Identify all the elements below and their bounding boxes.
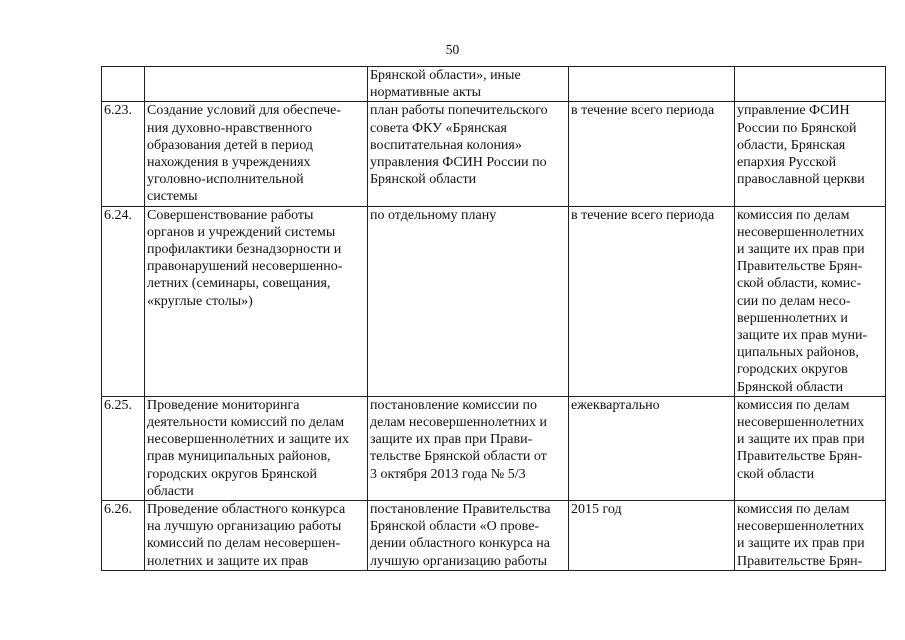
table-row — [102, 396, 886, 500]
table-row — [102, 67, 886, 102]
table-row — [102, 501, 886, 571]
executor-cell: комиссия по делам несовершеннолетних и защите их прав при Правительстве Брян- ской области, комис- сии по делам несо- вершеннолетних и защите их прав муни- ципальных районов, городских округов Брянской области — [735, 206, 886, 396]
action-cell — [145, 67, 368, 102]
basis-cell: постановление Правительства Брянской области «О прове- дении областного конкурса на лучшую организацию работы — [368, 501, 569, 571]
item-number-cell: 6.23. — [102, 102, 145, 206]
page-number: 50 — [445, 42, 460, 57]
basis-cell: Брянской области», иные нормативные акты — [368, 67, 569, 102]
table-row — [102, 102, 886, 206]
table-row — [102, 206, 886, 396]
item-number-cell: 6.24. — [102, 206, 145, 396]
term-cell: 2015 год — [569, 501, 735, 571]
basis-cell: по отдельному плану — [368, 206, 569, 396]
term-cell — [569, 67, 735, 102]
executor-cell: комиссия по делам несовершеннолетних и защите их прав при Правительстве Брян- ской области — [735, 396, 886, 500]
item-number-cell — [102, 67, 145, 102]
item-number-cell: 6.26. — [102, 501, 145, 571]
term-cell: ежеквартально — [569, 396, 735, 500]
action-cell: Создание условий для обеспече- ния духовно-нравственного образования детей в период нахождения в учреждениях уголовно-исполнительной системы — [145, 102, 368, 206]
executor-cell: управление ФСИН России по Брянской области, Брянская епархия Русской православной церкви — [735, 102, 886, 206]
action-cell: Проведение областного конкурса на лучшую организацию работы комиссий по делам несовершен- нолетних и защите их прав — [145, 501, 368, 571]
executor-cell: комиссия по делам несовершеннолетних и защите их прав при Правительстве Брян- — [735, 501, 886, 571]
action-cell: Проведение мониторинга деятельности комиссий по делам несовершеннолетних и защите их прав муниципальных районов, городских округов Брянской области — [145, 396, 368, 500]
measures-table — [101, 66, 886, 571]
action-cell: Совершенствование работы органов и учреждений системы профилактики безнадзорности и правонарушений несовершенно- летних (семинары, совещания, «круглые столы») — [145, 206, 368, 396]
term-cell: в течение всего периода — [569, 206, 735, 396]
term-cell: в течение всего периода — [569, 102, 735, 206]
basis-cell: план работы попечительского совета ФКУ «Брянская воспитательная колония» управления ФСИН России по Брянской области — [368, 102, 569, 206]
executor-cell — [735, 67, 886, 102]
item-number-cell: 6.25. — [102, 396, 145, 500]
basis-cell: постановление комиссии по делам несовершеннолетних и защите их прав при Прави- тельстве Брянской области от 3 октября 2013 года № 5/3 — [368, 396, 569, 500]
